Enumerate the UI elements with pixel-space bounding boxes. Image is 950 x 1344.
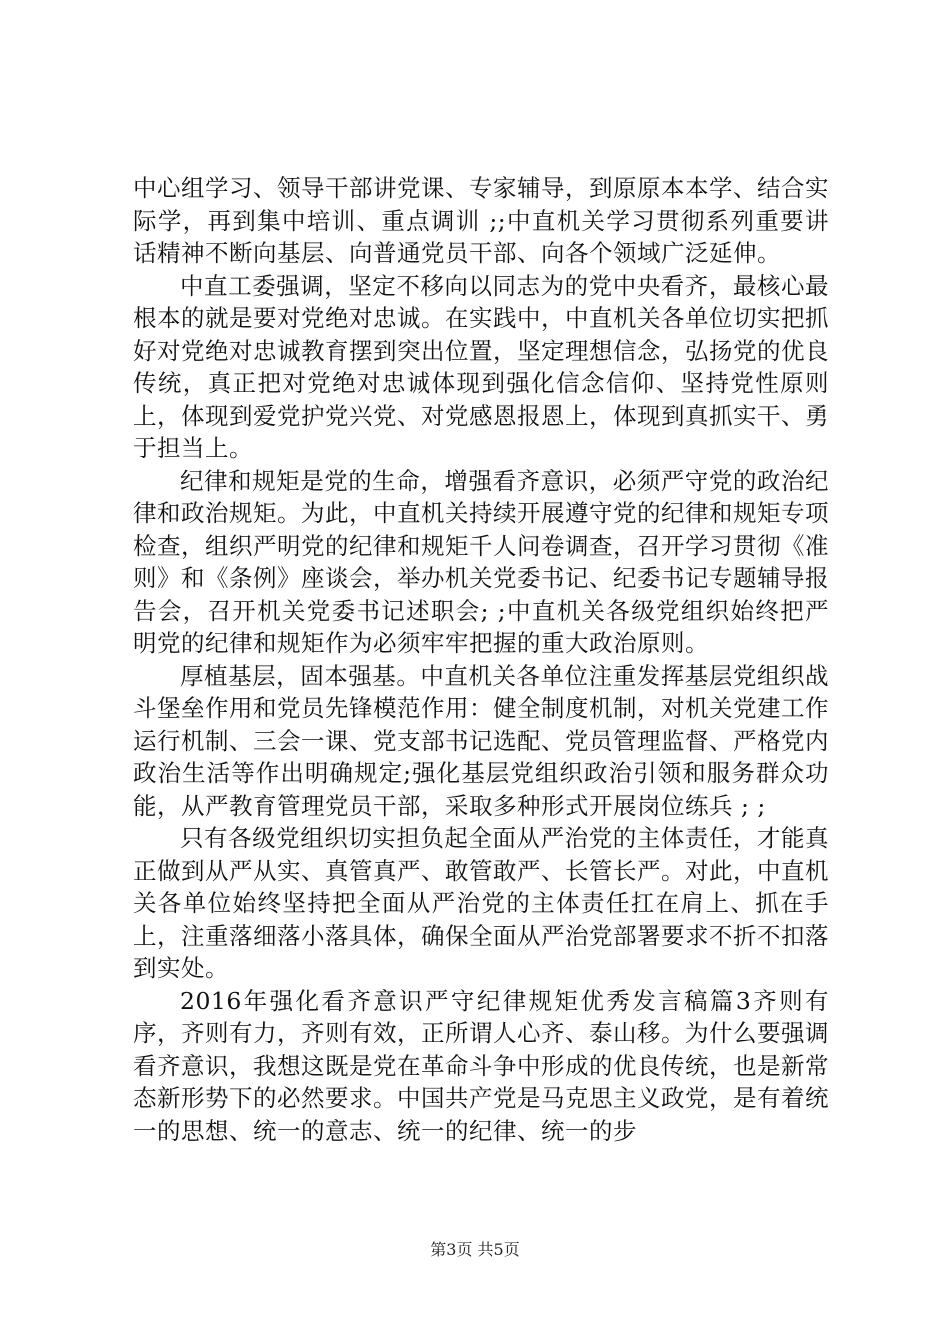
paragraph-speech-3: 2016年强化看齐意识严守纪律规矩优秀发言稿篇3齐则有序，齐则有力，齐则有效，正所谓人心齐、泰山移。为什么要强调看齐意识，我想这既是党在革命斗争中形成的优良传统，也是新常态新形势下的必然要求。中国共产党是马克思主义政党，是有着统一的思想、统一的意志、统一的纪律、统一的步: [133, 986, 829, 1145]
paragraph-discipline: 纪律和规矩是党的生命，增强看齐意识，必须严守党的政治纪律和政治规矩。为此，中直机关持续开展遵守党的纪律和规矩专项检查，组织严明党的纪律和规矩千人问卷调查，召开学习贯彻《准则》和《条例》座谈会，举办机关党委书记、纪委书记专题辅导报告会，召开机关党委书记述职会; ;中直机关各级党组织始终把严明党的纪律和规矩作为必须牢牢把握的重大政治原则。: [133, 466, 829, 657]
paragraph-responsibility: 只有各级党组织切实担负起全面从严治党的主体责任，才能真正做到从严从实、真管真严、敢管敢严、长管长严。对此，中直机关各单位始终坚持把全面从严治党的主体责任扛在肩上、抓在手上，注重落细落小落具体，确保全面从严治党部署要求不折不扣落到实处。: [133, 824, 829, 982]
paragraph-loyalty: 中直工委强调，坚定不移向以同志为的党中央看齐，最核心最根本的就是要对党绝对忠诚。在实践中，中直机关各单位切实把抓好对党绝对忠诚教育摆到突出位置，坚定理想信念，弘扬党的优良传统，真正把对党绝对忠诚体现到强化信念信仰、坚持党性原则上，体现到爱党护党兴党、对党感恩报恩上，体现到真抓实干、勇于担当上。: [133, 271, 829, 462]
paragraph-study-extension: 中心组学习、领导干部讲党课、专家辅导，到原原本本学、结合实际学，再到集中培训、重点调训 ;;中直机关学习贯彻系列重要讲话精神不断向基层、向普通党员干部、向各个领域广泛延伸。: [133, 174, 829, 267]
document-body: [133, 172, 829, 1147]
page-number-footer: 第3页 共5页: [430, 1240, 520, 1259]
paragraph-grassroots: 厚植基层，固本强基。中直机关各单位注重发挥基层党组织战斗堡垒作用和党员先锋模范作用：健全制度机制，对机关党建工作运行机制、三会一课、党支部书记选配、党员管理监督、严格党内政治生活等作出明确规定;强化基层党组织政治引领和服务群众功能，从严教育管理党员干部，采取多种形式开展岗位练兵 ; ;: [133, 661, 829, 820]
